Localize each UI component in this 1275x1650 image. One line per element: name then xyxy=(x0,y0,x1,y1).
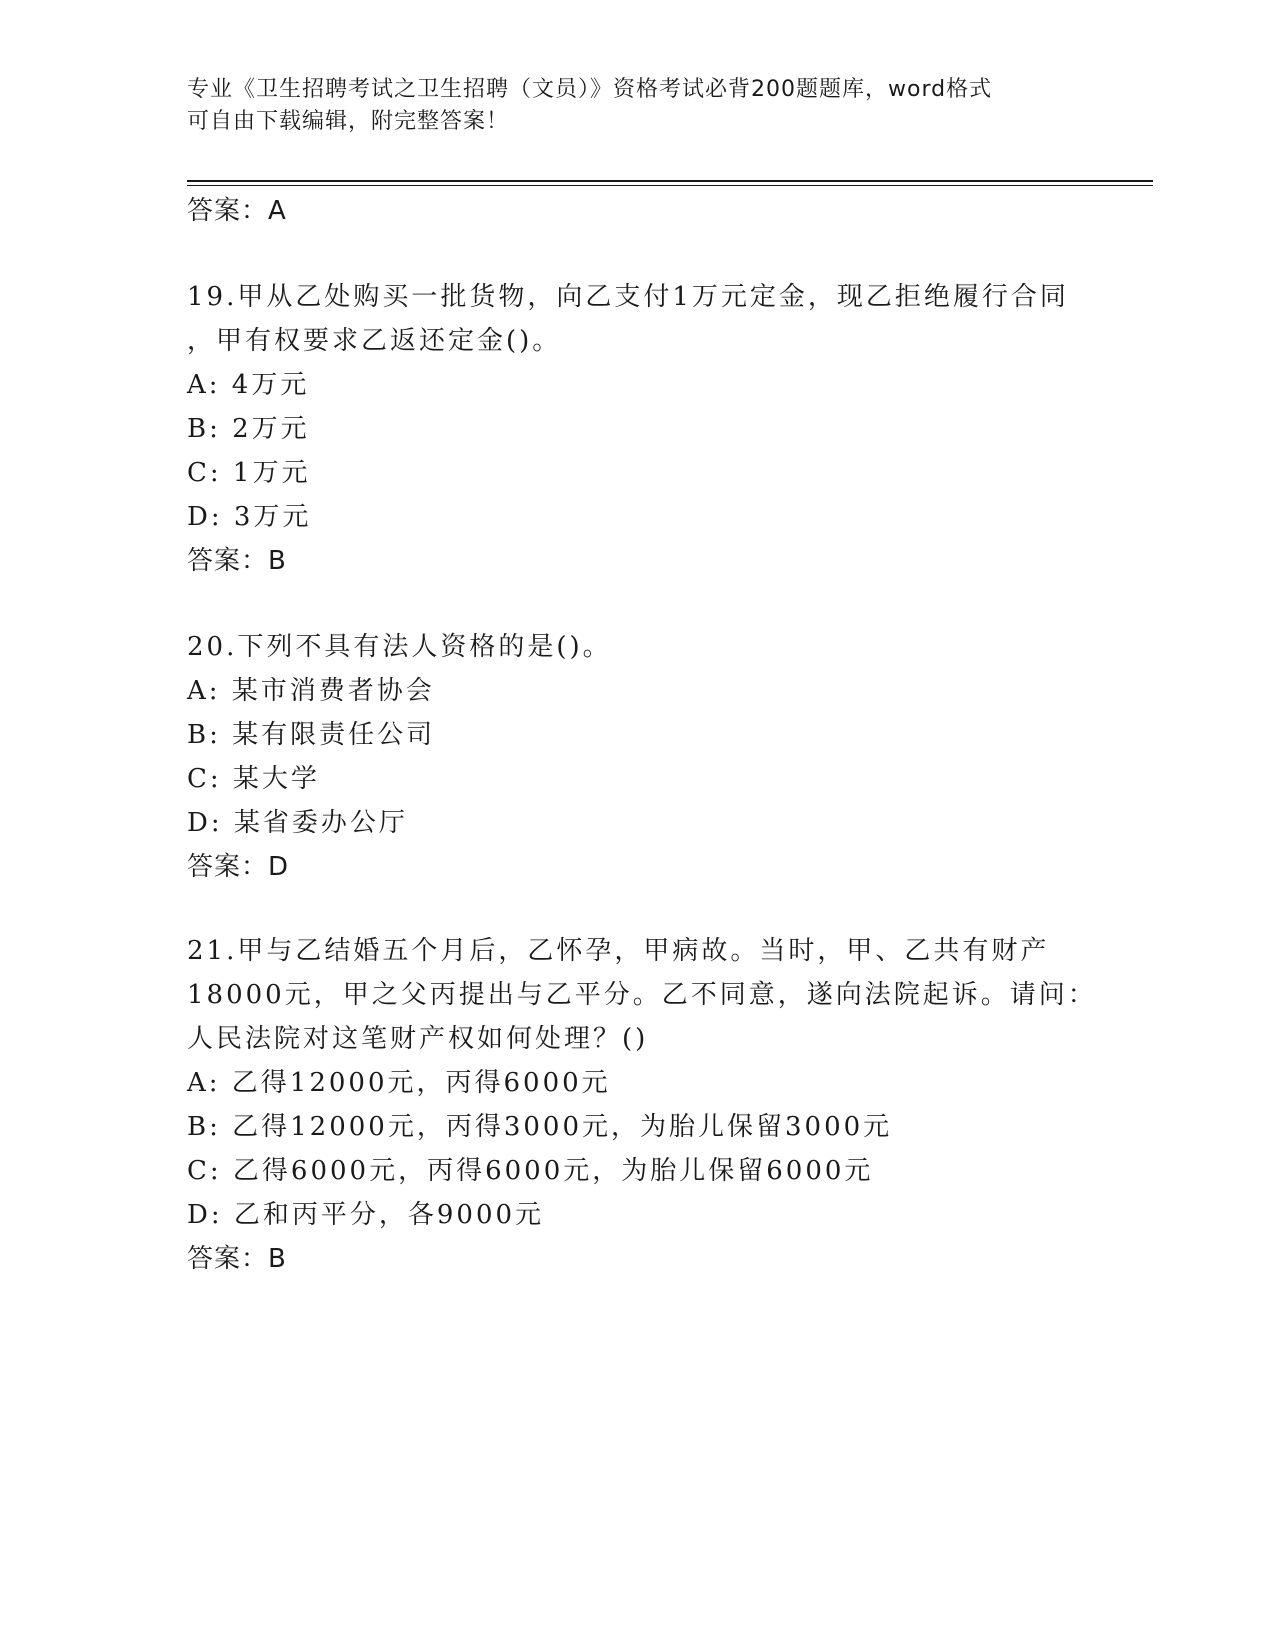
q19-option-b: B: 2万元 xyxy=(187,414,310,444)
q20-option-d: D: 某省委办公厅 xyxy=(187,808,408,838)
header-divider-thick xyxy=(187,180,1153,182)
q19-option-c: C: 1万元 xyxy=(187,458,311,488)
q20-option-a: A: 某市消费者协会 xyxy=(187,676,435,706)
q20-answer: 答案：D xyxy=(187,852,290,882)
q19-option-a: A: 4万元 xyxy=(187,370,310,400)
q21-stem-line1: 21.甲与乙结婚五个月后，乙怀孕，甲病故。当时，甲、乙共有财产 xyxy=(187,936,1050,966)
q21-option-c: C: 乙得6000元，丙得6000元，为胎儿保留6000元 xyxy=(187,1156,874,1186)
q21-stem-line2: 18000元，甲之父丙提出与乙平分。乙不同意，遂向法院起诉。请问： xyxy=(187,980,1097,1010)
q19-answer: 答案：B xyxy=(187,546,287,576)
q21-stem-line3: 人民法院对这笔财产权如何处理？() xyxy=(187,1024,649,1054)
prev-answer: 答案：A xyxy=(187,196,287,226)
q21-option-a: A: 乙得12000元，丙得6000元 xyxy=(187,1068,611,1098)
q21-option-d: D: 乙和丙平分，各9000元 xyxy=(187,1200,545,1230)
header-title-line2: 可自由下载编辑，附完整答案！ xyxy=(187,109,510,134)
header-title-line1: 专业《卫生招聘考试之卫生招聘（文员）》资格考试必背200题题库，word格式 xyxy=(187,77,993,102)
q20-stem-line1: 20.下列不具有法人资格的是()。 xyxy=(187,632,612,662)
q21-option-b: B: 乙得12000元，丙得3000元，为胎儿保留3000元 xyxy=(187,1112,893,1142)
q19-stem-line1: 19.甲从乙处购买一批货物，向乙支付1万元定金，现乙拒绝履行合同 xyxy=(187,282,1069,312)
header-divider-thin xyxy=(187,185,1153,186)
q21-answer: 答案：B xyxy=(187,1244,287,1274)
q20-option-c: C: 某大学 xyxy=(187,764,320,794)
q19-option-d: D: 3万元 xyxy=(187,502,312,532)
q19-stem-line2: ，甲有权要求乙返还定金()。 xyxy=(187,326,562,356)
document-header xyxy=(187,74,1067,138)
q20-option-b: B: 某有限责任公司 xyxy=(187,720,436,750)
